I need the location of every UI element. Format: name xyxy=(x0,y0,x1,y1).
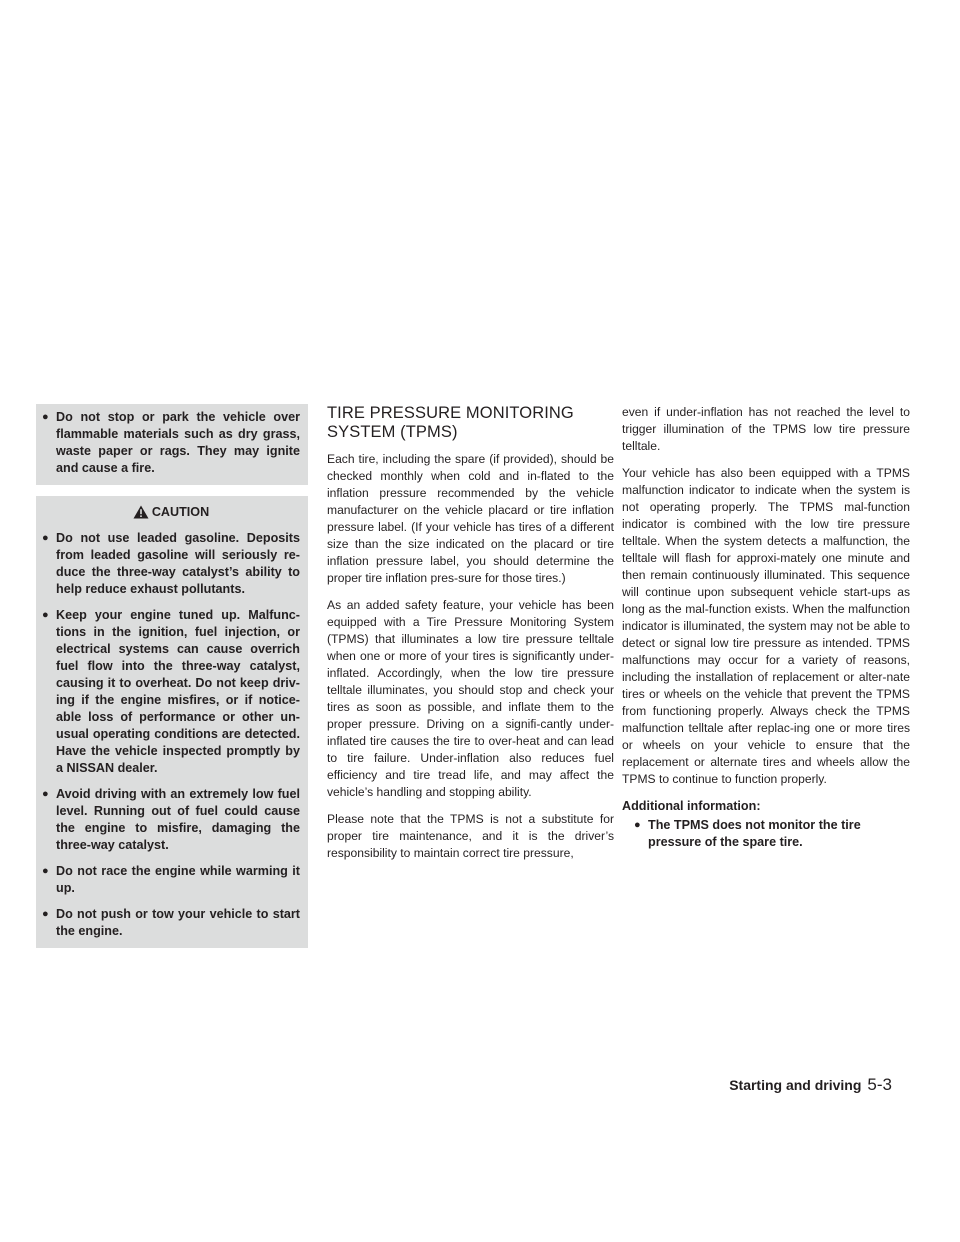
bullet-icon: ● xyxy=(42,788,49,800)
left-column xyxy=(36,404,308,948)
subheading: Additional information: xyxy=(622,799,761,813)
bullet-icon: ● xyxy=(42,532,49,544)
caution-item: ● Do not push or tow your vehicle to start the engine. xyxy=(42,907,300,938)
section-heading: TIRE PRESSURE MONITORING SYSTEM (TPMS) xyxy=(327,404,574,441)
caution-item: ● Avoid driving with an extremely low fuel level. Running out of fuel could cause the engine to misfire, damaging the three-way catalyst. xyxy=(42,787,300,852)
bullet-icon: ● xyxy=(42,865,49,877)
bullet-icon: ● xyxy=(42,908,49,920)
paragraph: Please note that the TPMS is not a substitute for proper tire maintenance, and it is the driver’s responsibility to maintain correct tire pressure, xyxy=(327,812,614,860)
paragraph: even if under-inflation has not reached the level to trigger illumination of the TPMS low tire pressure telltale. xyxy=(622,405,910,453)
footer-section-title: Starting and driving xyxy=(729,1077,862,1093)
caution-title: CAUTION xyxy=(151,505,210,519)
caution-item: ● Do not race the engine while warming it up. xyxy=(42,864,300,895)
right-column xyxy=(622,404,910,851)
info-item: ● The TPMS does not monitor the tire pressure of the spare tire. xyxy=(634,818,861,849)
caution-heading xyxy=(42,503,300,521)
caution-item: ● Keep your engine tuned up. Malfunc-tions in the ignition, fuel injection, or electrical systems can cause overrich fuel flow into the three-way catalyst, causing it to overheat. Do not keep driv-ing if the engine misfires, or if notice-able loss of performance or other un-usual operating conditions are detected. Have the vehicle inspected promptly by a NISSAN dealer. xyxy=(42,608,300,775)
warning-item: ● Do not stop or park the vehicle over flammable materials such as dry grass, waste paper or rags. They may ignite and cause a fire. xyxy=(42,410,300,475)
page-number: 5-3 xyxy=(867,1075,892,1094)
caution-icon xyxy=(133,505,149,519)
bullet-icon: ● xyxy=(42,411,49,423)
paragraph: As an added safety feature, your vehicle has been equipped with a Tire Pressure Monitoring System (TPMS) that illuminates a low tire pressure telltale when one or more of your tires is significantly under-inflated. Accordingly, when the low tire pressure telltale illuminates, you should stop and check your tires as soon as possible, and inflate them to the proper pressure. Driving on a signifi-cantly under-inflated tire causes the tire to over-heat and can lead to tire failure. Under-inflation also reduces fuel efficiency and tire tread life, and may affect the vehicle’s handling and stopping ability. xyxy=(327,598,614,799)
caution-item: ● Do not use leaded gasoline. Deposits from leaded gasoline will seriously re-duce the three-way catalyst’s ability to help reduce exhaust pollutants. xyxy=(42,531,300,596)
warning-box xyxy=(36,404,308,485)
page-footer xyxy=(729,1075,892,1095)
caution-box xyxy=(36,496,308,948)
paragraph: Each tire, including the spare (if provided), should be checked monthly when cold and in-flated to the inflation pressure recommended by the vehicle manufacturer on the vehicle placard or tire inflation pressure label. (If your vehicle has tires of a different size than the size indicated on the placard or tire inflation pressure label, you should determine the proper tire inflation pres-sure for those tires.) xyxy=(327,452,614,585)
paragraph: Your vehicle has also been equipped with a TPMS malfunction indicator to indicate when the system is not operating properly. The TPMS mal-function indicator is combined with the low tire pressure telltale. When the system detects a malfunction, the telltale will flash for approxi-mately one minute and then remain continuously illuminated. This sequence will continue upon subsequent vehicle start-ups as long as the mal-function exists. When the malfunction indicator is illuminated, the system may not be able to detect or signal low tire pressure as intended. TPMS malfunctions may occur for a variety of reasons, including the installation of replacement or alter-nate tires or wheels on the vehicle that prevent the TPMS from functioning properly. Always check the TPMS malfunction telltale after replac-ing one or more tires or wheels on your vehicle to ensure that the replacement or alternate tires and wheels allow the TPMS to continue to function properly. xyxy=(622,466,910,786)
middle-column xyxy=(327,404,614,872)
bullet-icon: ● xyxy=(42,609,49,621)
bullet-icon: ● xyxy=(634,819,641,831)
